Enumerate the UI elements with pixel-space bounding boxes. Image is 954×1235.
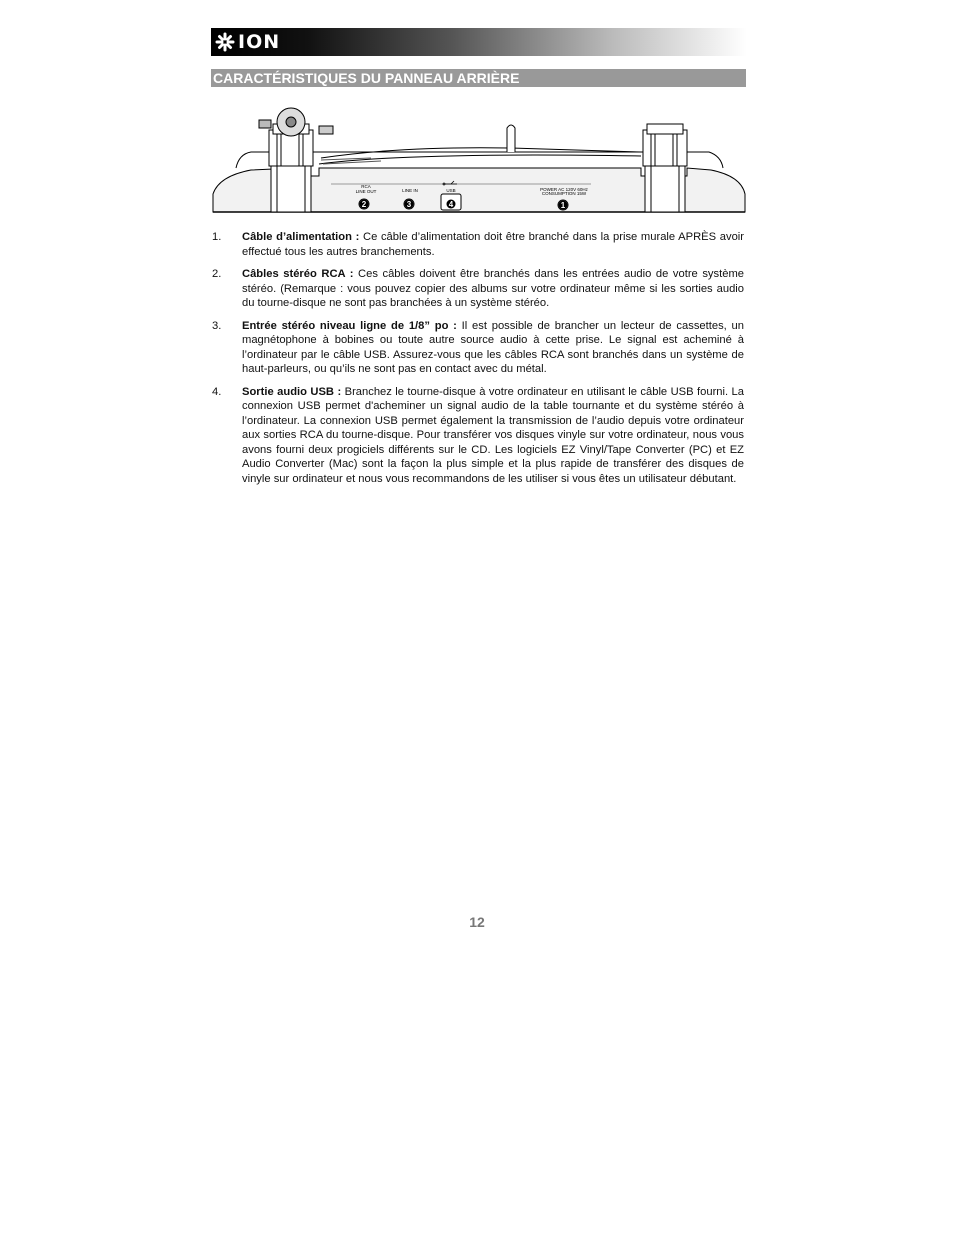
rca-label-bottom: LINE OUT [355, 189, 377, 194]
list-item [212, 267, 744, 311]
item-body: Branchez le tourne-disque à votre ordinateur en utilisant le câble USB fourni. La connexion USB permet d'acheminer un signal audio de la table tournante et du système stéréo à l’ordinateur. La connexion USB permet également la transmission de l’audio depuis votre ordinateur aux sorties RCA du tourne-disque. Pour transférer vos disques vinyle sur votre ordinateur, nous vous avons fourni deux progiciels différents sur le CD. Les logiciels EZ Vinyl/Tape Converter (PC) et EZ Audio Converter (Mac) sont la façon la plus simple et la plus rapide de transférer des disques de vinyle sur ordinateur et nous vous recommandons de les utiliser si vous êtes un utilisateur débutant. [242, 385, 744, 485]
list-item [212, 385, 744, 487]
usb-label: USB [446, 188, 456, 193]
brand-wordmark: ION [238, 31, 281, 53]
list-item [212, 319, 744, 377]
item-term: Câble d’alimentation : [242, 231, 360, 243]
item-body: Il est possible de brancher un lecteur de cassettes, un magnétophone à bobines ou toute autre source audio à cette prise. Le signal est acheminé à l’ordinateur par le câble USB. Assurez-vous que les câbles RCA sont branchés dans un système de haut-parleurs, ou qu’ils ne sont pas en contact avec du métal. [242, 319, 744, 375]
brand-logo [215, 31, 280, 53]
item-number: 4. [212, 385, 222, 398]
power-label-bottom: CONSUMPTION 15W [541, 191, 587, 196]
item-text [242, 267, 744, 311]
item-body: Ces câbles doivent être branchés dans les entrées audio de votre système stéréo. (Remarque : vous pouvez copier des albums sur votre ordinateur même si les sorties audio du tourne-disque ne sont pas branchées à un système stéréo. [242, 268, 744, 309]
list-item [212, 230, 744, 259]
item-text [242, 230, 744, 259]
rca-label-top: RCA [361, 184, 371, 189]
item-number: 2. [212, 268, 222, 280]
section-heading-bar [211, 69, 746, 87]
item-text [242, 385, 744, 487]
section-title: CARACTÉRISTIQUES DU PANNEAU ARRIÈRE [213, 70, 520, 86]
item-term: Sortie audio USB : [242, 385, 342, 398]
line-in-label: LINE IN [402, 188, 418, 193]
callout-usb: 4 [448, 200, 454, 209]
callout-power: 1 [560, 201, 566, 210]
rear-panel-diagram [211, 104, 747, 216]
power-label-top: POWER AC 120V 60Hz [540, 187, 588, 192]
header-banner [211, 28, 747, 56]
item-text [242, 319, 744, 377]
feature-list [212, 230, 744, 494]
item-number: 1. [212, 231, 222, 243]
callout-rca: 2 [361, 200, 367, 209]
item-term: Entrée stéréo niveau ligne de 1/8” po : [242, 319, 457, 332]
item-body: Ce câble d’alimentation doit être branché dans la prise murale APRÈS avoir effectué tous les autres branchements. [242, 231, 744, 258]
item-number: 3. [212, 319, 222, 332]
item-term: Câbles stéréo RCA : [242, 268, 354, 280]
ion-star-icon [215, 32, 235, 52]
page-number: 12 [469, 914, 485, 930]
callout-line-in: 3 [406, 200, 412, 209]
